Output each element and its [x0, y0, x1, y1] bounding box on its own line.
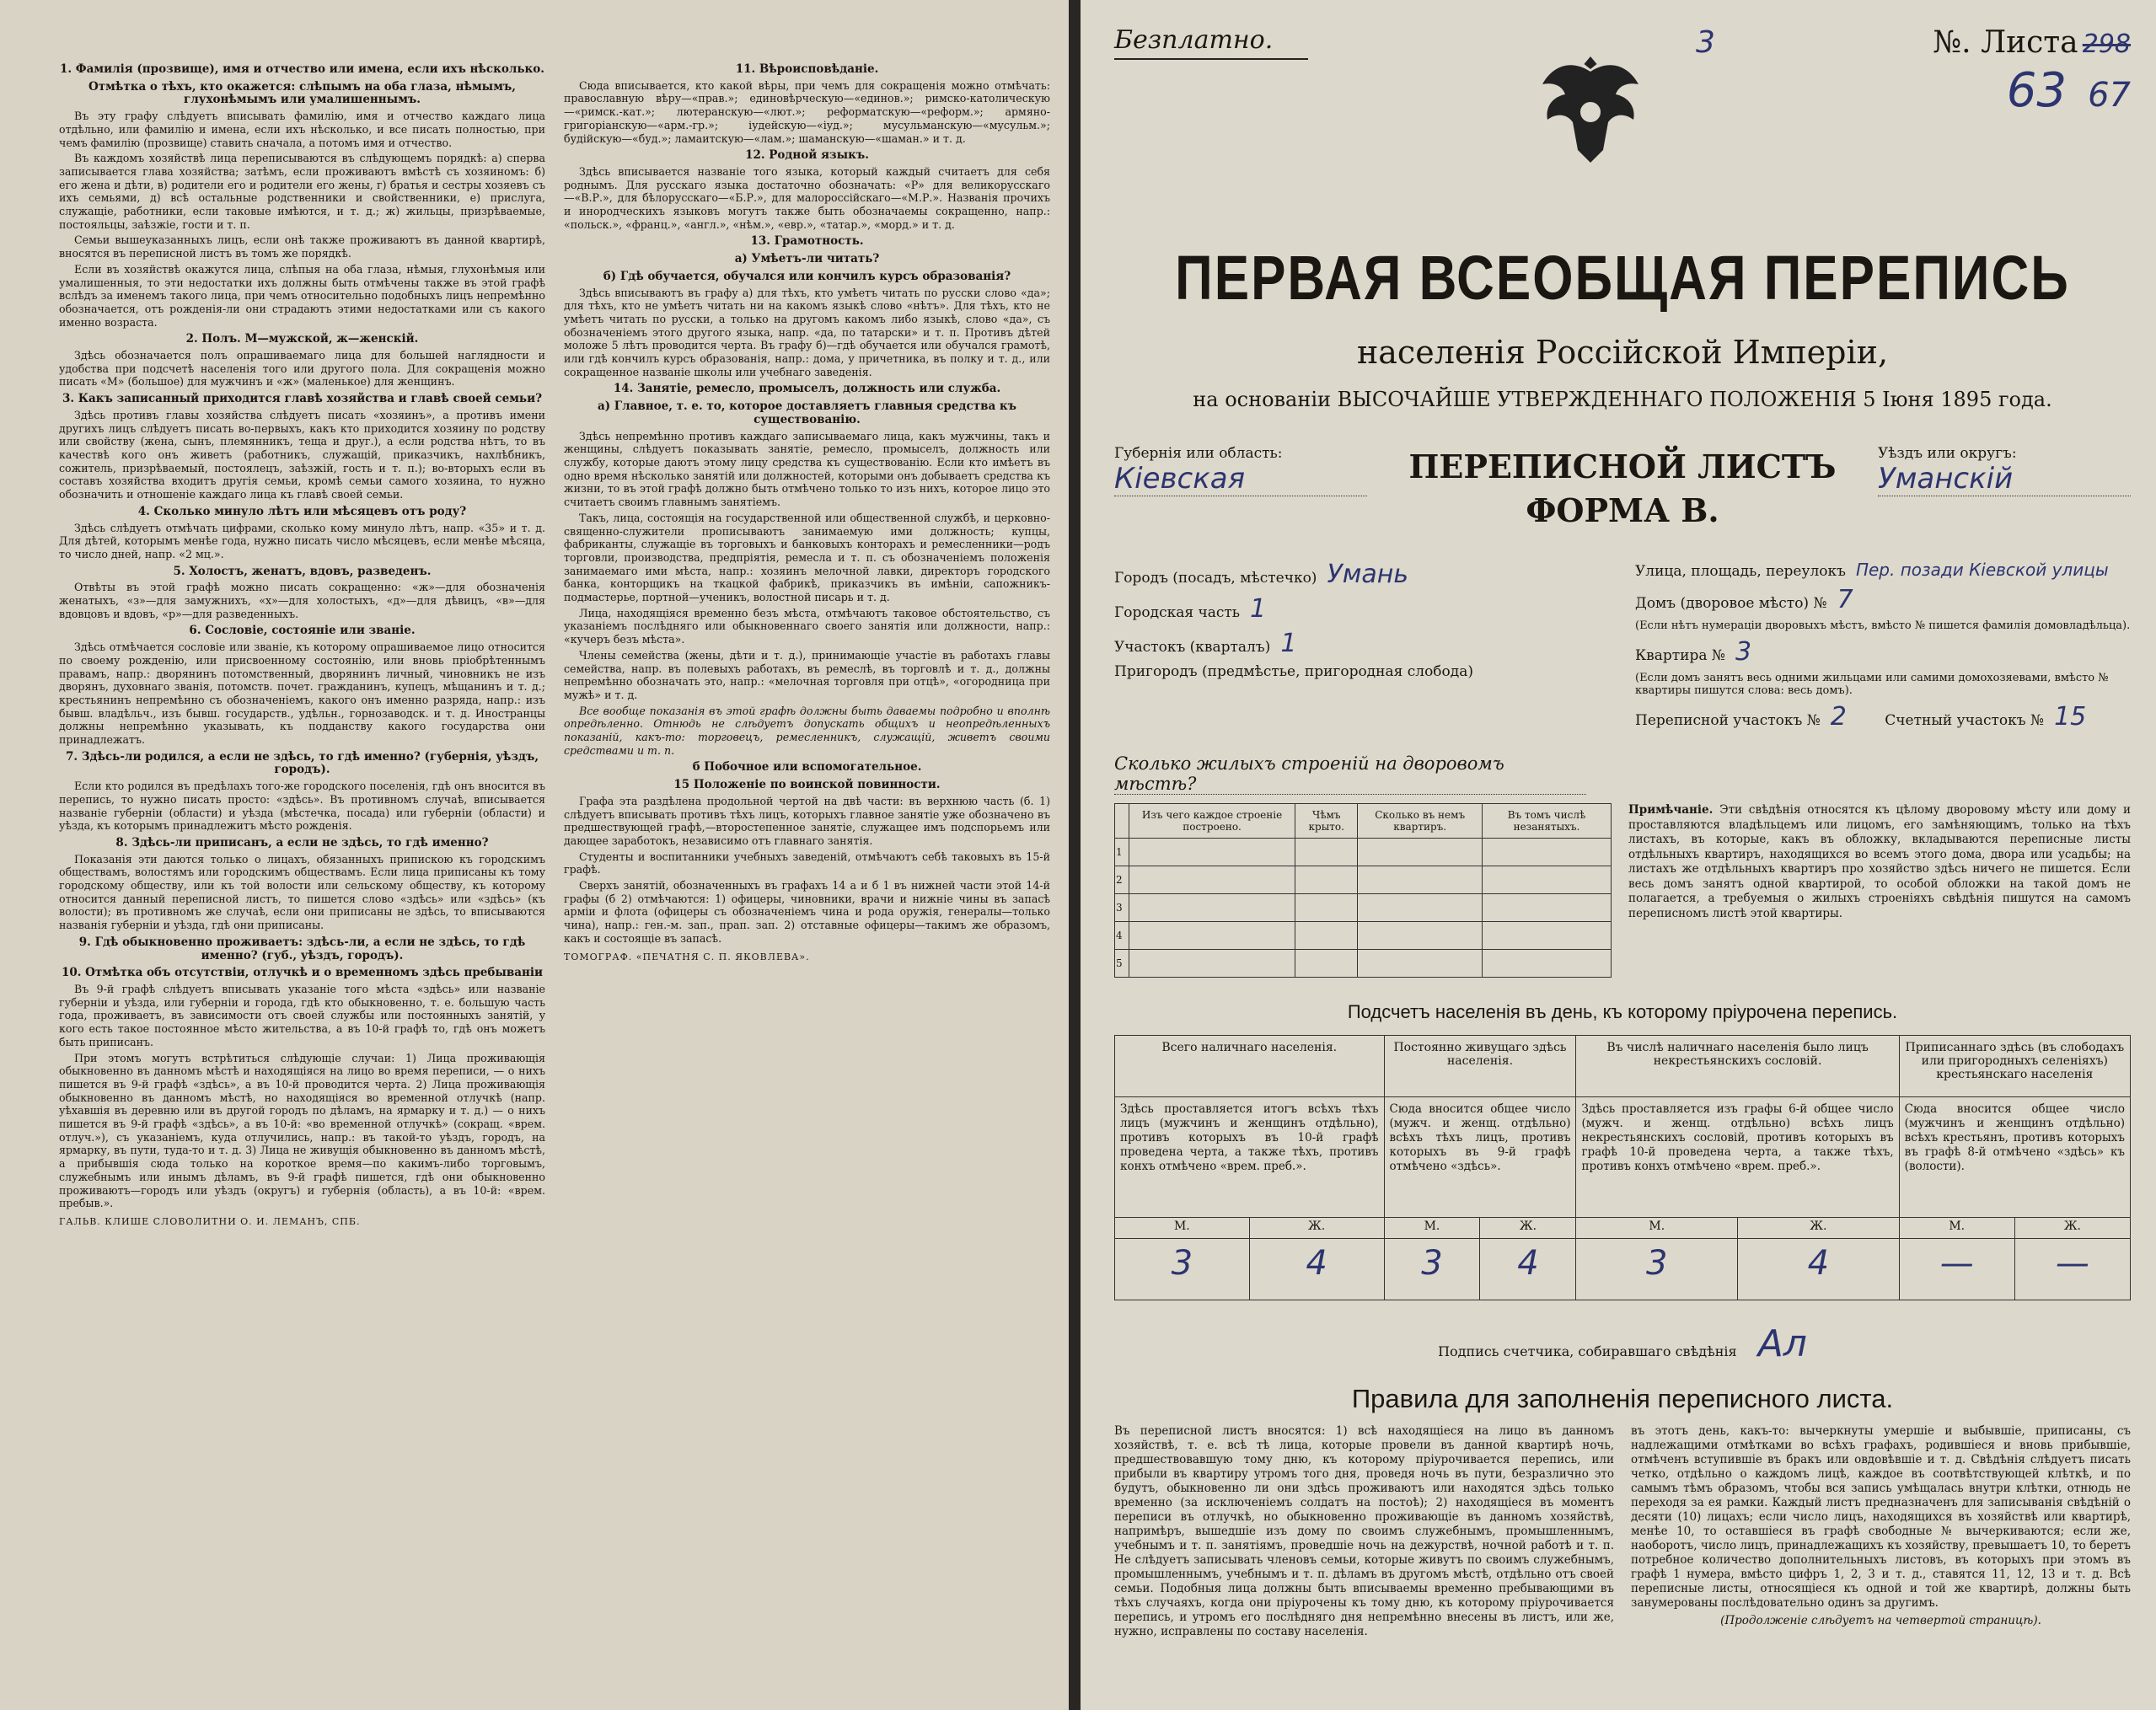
population-count-title: Подсчетъ населенія въ день, къ которому пріурочена перепись.: [1347, 1001, 1898, 1022]
item-7-heading: 7. Здѣсь-ли родился, а если не здѣсь, то гдѣ именно? (губернія, уѣздъ, городъ).: [65, 749, 539, 777]
buildings-question: Сколько жилыхъ строеній на дворовомъ мѣстѣ?: [1114, 753, 1586, 795]
kvartira-note: (Если домъ занятъ весь одними жильцами или самими домохозяевами, вмѣсто № квартиры пишутся слова: весь домъ).: [1635, 672, 2109, 697]
table-row: [1115, 950, 1612, 978]
field-label: Городская часть: [1114, 604, 1241, 621]
paragraph: Отвѣты въ этой графѣ можно писать сокращенно: «ж»—для обозначенія женатыхъ, «з»—для замужнихъ, «х»—для холостыхъ, «д»—для дѣвицъ, «в»—для вдовцовъ и вдовъ, «р»—для разведенныхъ.: [59, 581, 545, 620]
population-count-table: [1114, 1035, 2131, 1300]
row-number: 2: [1115, 866, 1129, 894]
form-title: [1409, 445, 1837, 555]
primechanie-note: [1628, 803, 2131, 978]
paragraph: Въ эту графу слѣдуетъ вписывать фамилію, имя и отчество каждаго лица отдѣльно, или фамилію и имена, если ихъ нѣсколько, и все писать полностью, при чемъ фамилію (прозвище) ставить сначала, а потомъ имя и отчество.: [59, 110, 545, 149]
sex-label: Ж.: [1738, 1218, 1900, 1239]
item-8-heading: 8. Здѣсь-ли приписанъ, а если не здѣсь, то гдѣ именно?: [115, 835, 489, 850]
paragraph: Сверхъ занятій, обозначенныхъ въ графахъ 14 а и б 1 въ нижней части этой 14-й графы (б 2) отмѣчаются: 1) офицеры, чиновники, врачи и нижніе чины въ запасѣ арміи и флота (офицеры съ обозначеніемъ чина и рода оружія, генералы—только чина), напр.: ген.-м. зап., прап. зап. 2) отставные офицеры—такимъ же образомъ, какъ и состоящіе въ запасѣ.: [564, 879, 1050, 945]
table-row: [1115, 839, 1612, 866]
item-14b-heading: б Побочное или вспомогательное.: [692, 760, 922, 775]
buildings-section: [1114, 803, 2131, 978]
handwritten-signature: Ал: [1757, 1322, 1807, 1365]
form-header: [1114, 445, 2131, 555]
item-1-heading: 1. Фамилія (прозвище), имя и отчество или имена, если ихъ нѣсколько.: [60, 62, 544, 76]
table-cell: Здѣсь проставляется изъ графы 6-й общее число (мужч. и женщ. отдѣльно) всѣхъ лицъ некрестьянскихъ сословій, противъ которыхъ въ графѣ 10-й проведена черта, а также тѣхъ, противъ конхъ отмѣчено «врем. преб.».: [1576, 1097, 1899, 1218]
census-subtitle: населенія Россійской Имперіи,: [1356, 334, 1889, 371]
item-14-heading: 14. Занятіе, ремесло, промыселъ, должность или служба.: [613, 382, 1001, 396]
paragraph: Такъ, лица, состоящія на государственной или общественной службѣ, и церковно-священно-служители прописываютъ занимаемую ими должность; купцы, фабриканты, служащіе въ торговыхъ и банковыхъ конторахъ и ремесленники—родъ торговли, производства, предпріятія, ремесла и т. п. съ обозначеніемъ положенія занимаемаго ими мѣста, напр.: хозяинъ мелочной лавки, директоръ городского банка, конторщикъ на ткацкой фабрикѣ, приказчикъ въ имѣніи, сапожникъ-подмастерье, портной—ученикъ, волостной писарь и т. д.: [564, 511, 1050, 604]
dom-row: [1635, 585, 2131, 614]
field-label: Счетный участокъ №: [1885, 712, 2045, 729]
handwritten-value: Умань: [1327, 560, 1409, 589]
rules-continuation: (Продолженіе слѣдуетъ на четвертой страницѣ).: [1720, 1614, 2041, 1627]
paragraph: Графа эта раздѣлена продольной чертой на двѣ части: въ верхнюю часть (б. 1) слѣдуетъ вписывать противъ тѣхъ лицъ, которыхъ главное занятіе уже обозначено въ предшествующей графѣ,—второстепенное занятіе, служащее имъ подспорьемъ или дающее заработокъ, независимо отъ главнаго занятія.: [564, 794, 1050, 847]
row-number: 5: [1115, 950, 1129, 978]
sex-label: Ж.: [1480, 1218, 1576, 1239]
paragraph: Показанія эти даются только о лицахъ, обязанныхъ припискою къ городскимъ обществамъ, волостямъ или городскимъ обществамъ. Если лица приписаны къ тому городскому обществу, или къ той волости или сельскому обществу, къ которому относится данный переписной листъ, то пишется слово «здѣсь» или «здѣсь» (къ волости); въ противномъ же случаѣ, если они приписаны не здѣсь, то вписываются названія губерніи и уѣзда, гдѣ они приписаны.: [59, 852, 545, 932]
item-11-heading: 11. Вѣроисповѣданіе.: [735, 62, 879, 76]
table-row: [1115, 894, 1612, 922]
gchast-row: [1114, 594, 1610, 624]
handwritten-value: 2: [1830, 702, 1847, 732]
table-header: Постоянно живущаго здѣсь населенія.: [1384, 1036, 1576, 1097]
top-line: [1114, 25, 2131, 152]
table-header: Сколько въ немъ квартиръ.: [1358, 804, 1483, 839]
handwritten-value: 1: [1250, 594, 1267, 624]
item-3-heading: 3. Какъ записанный приходится главѣ хозяйства и главѣ своей семьи?: [62, 392, 543, 406]
handwritten-value: 15: [2054, 702, 2087, 732]
item-13b-heading: б) Гдѣ обучается, обучался или кончилъ курсъ образованія?: [603, 269, 1011, 283]
table-header: Чѣмъ крыто.: [1295, 804, 1358, 839]
table-row: [1115, 1239, 2131, 1300]
table-row: [1115, 1218, 2131, 1239]
count-value: 4: [1738, 1239, 1900, 1300]
address-fields: [1114, 555, 2131, 737]
item-15-heading: 15 Положеніе по воинской повинности.: [673, 778, 941, 792]
handwritten-value: Пер. позади Кіевской улицы: [1855, 560, 2109, 580]
field-label: Пригородъ (предмѣстье, пригородная слобода): [1114, 663, 1474, 680]
census-subtitle-2: на основаніи ВЫСОЧАЙШЕ УТВЕРЖДЕННАГО ПОЛОЖЕНІЯ 5 Іюня 1895 года.: [1193, 388, 2052, 411]
paragraph: Студенты и воспитанники учебныхъ заведеній, отмѣчаютъ себѣ таковыхъ въ 15-й графѣ.: [564, 850, 1050, 876]
paragraph: Въ 9-й графѣ слѣдуетъ вписывать указаніе того мѣста «здѣсь» или названіе губерніи и уѣзда, или губерніи и города, гдѣ кто обыкновенно, т. е. большую часть года, проживаетъ, въ зависимости отъ своей службы или постоянныхъ занятій, у кого есть такое постоянное мѣсто жительства, а въ 10-й графѣ то, гдѣ онъ можетъ быть приписанъ.: [59, 983, 545, 1048]
count-value: 3: [1115, 1239, 1250, 1300]
buildings-table: [1114, 803, 1612, 978]
sex-label: М.: [1899, 1218, 2014, 1239]
table-row: [1115, 1097, 2131, 1218]
uchastok-row: [1114, 629, 1610, 658]
paragraph: Если въ хозяйствѣ окажутся лица, слѣпыя на оба глаза, нѣмыя, глухонѣмыя или умалишенныя, то эти недостатки ихъ должны быть отмѣчены также въ этой графѣ вслѣдъ за именемъ такого лица, при чемъ относительно подобныхъ лицъ непремѣнно обозначается, отъ рожденія-ли они страдаютъ этими недостатками или съ какого именно возраста.: [59, 262, 545, 329]
table-cell: Сюда вносится общее число (мужчинъ и женщинъ отдѣльно) всѣхъ крестьянъ, противъ которыхъ въ графѣ 8-й отмѣчено «здѣсь» къ (волости).: [1899, 1097, 2130, 1218]
sex-label: М.: [1115, 1218, 1250, 1239]
count-value: 4: [1480, 1239, 1576, 1300]
paragraph: Если кто родился въ предѣлахъ того-же городского поселенія, гдѣ онъ вносится въ перепись, то нужно писать просто: «здѣсь». Въ противномъ случаѣ, вписывается названіе губерніи (области) и уѣзда (мѣстечка, посада) или губерніи (области) и уѣзда, къ которымъ принадлежитъ мѣсто рожденія.: [59, 780, 545, 833]
count-value: 4: [1249, 1239, 1384, 1300]
free-label: Безплатно.: [1114, 25, 1308, 60]
handwritten-number: 3: [1696, 25, 1715, 60]
table-row: [1115, 866, 1612, 894]
sex-label: Ж.: [2014, 1218, 2130, 1239]
table-header: Изъ чего каждое строеніе построено.: [1129, 804, 1295, 839]
item-5-heading: 5. Холостъ, женатъ, вдовъ, разведенъ.: [173, 564, 432, 578]
right-page: [1081, 0, 2156, 1710]
item-4-heading: 4. Сколько минуло лѣтъ или мѣсяцевъ отъ роду?: [137, 504, 467, 518]
row-number: 3: [1115, 894, 1129, 922]
sheet-number-handwritten: 298: [2082, 29, 2131, 59]
sex-label: М.: [1576, 1218, 1738, 1239]
table-row: [1115, 922, 1612, 950]
sex-label: М.: [1384, 1218, 1480, 1239]
field-label: Подпись счетчика, собиравшаго свѣдѣнія: [1438, 1343, 1737, 1359]
rules-title: Правила для заполненія переписного листа.: [1351, 1384, 1894, 1413]
paragraph: Члены семейства (жены, дѣти и т. д.), принимающіе участіе въ работахъ главы семейства, напр. въ полевыхъ работахъ, въ ремеслѣ, въ торговлѣ и т. д., должны непремѣнно обозначать это, напр.: «мелочная торговля при отцѣ», «огородница при мужѣ» и т. д.: [564, 648, 1050, 701]
field-label: Губернія или область:: [1114, 445, 1283, 462]
sheet-number-handwritten: 67: [2088, 76, 2131, 115]
left-column-2: [564, 59, 1050, 1694]
kvartira-row: [1635, 637, 2131, 667]
paragraph: Все вообще показанія въ этой графѣ должны быть даваемы подробно и вполнѣ опредѣленно. Отнюдь не слѣдуетъ допускать общихъ и неопредѣленныхъ показаній, какъ-то: торговецъ, ремесленникъ, служащій, живетъ своими средствами и т. п.: [564, 704, 1050, 757]
count-value: 3: [1384, 1239, 1480, 1300]
paragraph: Семьи вышеуказанныхъ лицъ, если онѣ также проживаютъ въ данной квартирѣ, вносятся въ переписной листъ въ томъ же порядкѣ.: [59, 233, 545, 260]
handwritten-value: 3: [1735, 637, 1752, 667]
handwritten-value: Уманскій: [1878, 462, 2131, 496]
paragraph: При этомъ могутъ встрѣтиться слѣдующіе случаи: 1) Лица проживающія обыкновенно въ данномъ мѣстѣ и находящіяся на лицо во время переписи, — о нихъ пишется въ 9-й графѣ «здѣсь», а въ 10-й проводится черта. 2) Лица проживающія обыкновенно въ данномъ мѣстѣ, но находящіяся во временной отлучкѣ (напр. уѣхавшія въ деревню или въ другой городъ по дѣламъ, на ярмарку и т. д.) — о нихъ пишется въ 9-й графѣ «здѣсь», а въ 10-й: «во временной отлучкѣ» (сокращ. «врем. отлуч.»), съ указаніемъ, куда отлучились, напр.: въ такой-то уѣздъ, городъ, на ярмарку, въ пути, туда-то и т. д. 3) Лица не живущія обыкновенно въ данномъ мѣстѣ, а прибывшія сюда только на короткое время—по какимъ-либо торговымъ, служебнымъ или инымъ дѣламъ, въ 9-й графѣ пишется, гдѣ они обыкновенно проживаютъ—городъ или уѣздъ (округъ) и губернія (область), а въ 10-й: «врем. пребыв.».: [59, 1051, 545, 1210]
handwritten-value: 7: [1837, 585, 1853, 614]
rules-column-2: [1631, 1424, 2131, 1639]
count-value: —: [1899, 1239, 2014, 1300]
paragraph: Лица, находящіяся временно безъ мѣста, отмѣчаютъ таковое обстоятельство, съ указаніемъ послѣдняго или обыкновеннаго своего занятія или должности, напр.: «кучеръ безъ мѣста».: [564, 606, 1050, 646]
left-page: [0, 0, 1069, 1710]
count-value: —: [2014, 1239, 2130, 1300]
table-header: Въ числѣ наличнаго населенія было лицъ некрестьянскихъ сословій.: [1576, 1036, 1899, 1097]
row-number: 4: [1115, 922, 1129, 950]
paragraph: Сюда вписывается, кто какой вѣры, при чемъ для сокращенія можно отмѣчать: православную вѣру—«прав.»; единовѣрческую—«единов.»; римско-католическую—«римск.-кат.»; лютеранскую—«лют.»; реформатскую—«реформ.»; армяно-григоріанскую—«арм.-гр.»; іудейскую—«іуд.»; мусульманскую—«мусульм.»; будійскую—«буд.»; ламаитскую—«лам.»; шаманскую—«шаман.» и т. д.: [564, 78, 1050, 145]
item-10-heading: 10. Отмѣтка объ отсутствіи, отлучкѣ и о временномъ здѣсь пребываніи: [61, 966, 544, 980]
table-header: Всего наличнаго населенія.: [1115, 1036, 1385, 1097]
form-title-line-2: ФОРМА В.: [1526, 491, 1719, 529]
dom-note: (Если нѣтъ нумераціи дворовыхъ мѣстъ, вмѣсто № пишется фамилія домовладѣльца).: [1635, 619, 2131, 632]
item-13a-heading: а) Умѣетъ-ли читать?: [734, 252, 880, 266]
field-label: Уѣздъ или округъ:: [1878, 445, 2017, 462]
paragraph: Здѣсь слѣдуетъ отмѣчать цифрами, сколько кому минуло лѣтъ, напр. «35» и т. д. Для дѣтей, которымъ менѣе года, нужно писать число мѣсяцевъ, если менѣе мѣсяца, то число дней, напр. «2 мц.».: [59, 521, 545, 560]
sex-label: Ж.: [1249, 1218, 1384, 1239]
uezd-field: [1878, 445, 2131, 555]
double-headed-eagle-icon: [1527, 46, 1654, 173]
item-2-heading: 2. Полъ. М—мужской, ж—женскій.: [185, 332, 419, 346]
item-13-heading: 13. Грамотность.: [750, 234, 864, 249]
uchastki-row: [1635, 702, 2131, 732]
handwritten-value: 1: [1280, 629, 1297, 658]
rules-text: въ этотъ день, какъ-то: вычеркнуты умершіе и выбывшіе, приписаны, съ надлежащими отмѣтками во всѣхъ графахъ, родившіеся и вновь прибывшіе, отмѣченъ вступившіе въ бракъ или овдовѣвшіе и т. д. Свѣдѣнія слѣдуетъ писать четко, отдѣльно о каждомъ лицѣ, каждое въ соотвѣтствующей клѣткѣ, и по самымъ тѣмъ образомъ, чтобы вся запись умѣщалась внутри клѣтки, отнюдь не переходя за ея рамки. Каждый листъ предназначенъ для записыванія свѣдѣній о десяти (10) лицахъ; если число лицъ, находящихся въ хозяйствѣ или квартирѣ, менѣе 10, то оставшіеся въ графѣ свободные № вычеркиваются; если же, наоборотъ, число лицъ, принадлежащихъ къ хозяйству, превышаетъ 10, то беретъ потребное количество дополнительныхъ листовъ, въ которыхъ при этомъ въ графѣ 1 нумера, вмѣсто цифръ 1, 2, 3 и т. д., ставятся 11, 12, 13 и т. д. Всѣ переписные листы, относящіеся къ одной и той же квартирѣ, должны быть занумерованы послѣдовательно одинъ за другимъ.: [1631, 1424, 2131, 1610]
item-14a-heading: а) Главное, т. е. то, которое доставляетъ главныя средства къ существованію.: [597, 399, 1017, 426]
row-number: 1: [1115, 839, 1129, 866]
field-label: Городъ (посадъ, мѣстечко): [1114, 570, 1317, 587]
field-label: Квартира №: [1635, 647, 1725, 664]
table-cell: Здѣсь проставляется итогъ всѣхъ тѣхъ лицъ (мужчинъ и женщинъ отдѣльно), противъ которыхъ въ 10-й графѣ проведена черта, а также тѣхъ, противъ конхъ отмѣчено «врем. преб.».: [1115, 1097, 1385, 1218]
prigorod-row: [1114, 663, 1610, 680]
paragraph: Здѣсь вписываютъ въ графу а) для тѣхъ, кто умѣетъ читать по русски слово «да»; для тѣхъ, кто не умѣетъ читать ни на какомъ языкѣ слово «нѣтъ». Для тѣхъ, кто не умѣетъ читать по русски, а только на другомъ какомъ либо языкѣ, слово «да», съ обозначеніемъ этого другого языка, напр. «да, по татарски» и т. п. Противъ дѣтей моложе 5 лѣтъ проводится черта. Въ графу б)—гдѣ обучается или обучался грамотѣ, или гдѣ кончилъ курсъ образованія, напр.: дома, у причетника, въ полку и т. д., или сокращенное названіе школы или учебнаго заведенія.: [564, 286, 1050, 378]
table-header: Приписаннаго здѣсь (въ слободахъ или пригородныхъ селеніяхъ) крестьянскаго населенія: [1899, 1036, 2130, 1097]
item-12-heading: 12. Родной языкъ.: [745, 148, 869, 163]
enumerator-signature-row: [1114, 1322, 2131, 1365]
table-cell: Сюда вносится общее число (мужч. и женщ. отдѣльно) всѣхъ тѣхъ лицъ, противъ которыхъ въ 9-й графѣ отмѣчено «здѣсь».: [1384, 1097, 1576, 1218]
form-title-line-1: ПЕРЕПИСНОЙ ЛИСТЪ: [1408, 448, 1837, 485]
item-6-heading: 6. Сословіе, состояніе или званіе.: [189, 624, 416, 638]
sheet-number-label: №. Листа: [1933, 25, 2078, 60]
table-header: Въ томъ числѣ незанятыхъ.: [1482, 804, 1611, 839]
note-text: Эти свѣдѣнія относятся къ цѣлому дворовому мѣсту или дому и проставляются владѣльцемъ или лицомъ, его замѣняющимъ, только на тѣхъ листахъ, въ которые, какъ въ обложку, вкладываются переписные листы отдѣльныхъ квартиръ, находящихся во всемъ этого дома, двора или усадьбы; на листахъ же отдѣльныхъ квартиръ про хозяйство здѣсь ничего не пишется. Если весь домъ занятъ одной квартирой, то особой обложки на такой домъ не полагается, а требуемыя о жилыхъ строеніяхъ свѣдѣнія пишутся на самомъ переписномъ листѣ этой квартиры.: [1628, 803, 2131, 920]
left-column-1: [59, 59, 545, 1694]
gorod-row: [1114, 560, 1610, 589]
rules-text: [1114, 1424, 2131, 1639]
paragraph: Въ каждомъ хозяйствѣ лица переписываются въ слѣдующемъ порядкѣ: а) сперва записывается глава хозяйства; затѣмъ, если проживаютъ вмѣстѣ съ хозяиномъ: б) его жена и дѣти, в) родители его и родители его жены, г) братья и сестры хозяевъ съ ихъ семьями, д) всѣ остальные родственники и свойственники, е) прислуга, служащіе, работники, если таковые имѣются, и т. д.; ж) жильцы, призрѣваемые, постояльцы, заѣзжіе, гости и т. п.: [59, 152, 545, 231]
field-label: Переписной участокъ №: [1635, 712, 1821, 729]
item-9-heading: 9. Гдѣ обыкновенно проживаетъ: здѣсь-ли, а если не здѣсь, то гдѣ именно? (губ., уѣздъ, городъ).: [78, 935, 526, 962]
paragraph: Здѣсь обозначается полъ опрашиваемаго лица для большей наглядности и удобства при подсчетѣ населенія того или другого пола. Для сокращенія можно писать «М» (большое) для мужчинъ и «ж» (маленькое) для женщинъ.: [59, 349, 545, 389]
field-label: Участокъ (кварталъ): [1114, 639, 1271, 656]
sheet-number-handwritten: 63: [2006, 63, 2067, 118]
ulitsa-row: [1635, 560, 2131, 580]
printer-imprint: ГАЛЬВ. КЛИШЕ СЛОВОЛИТНИ О. И. ЛЕМАНЪ, СПБ.: [59, 1215, 361, 1227]
paragraph: Здѣсь противъ главы хозяйства слѣдуетъ писать «хозяинъ», а противъ имени другихъ лицъ слѣдуетъ писать во-первыхъ, какъ кто приходится хозяину по родству или свойству (жена, сынъ, племянникъ, теща и друг.), а если родства нѣтъ, то въ качествѣ кого онъ живетъ (работникъ, служащій, приказчикъ, нахлѣбникъ, сожитель, призрѣваемый, постоялецъ, заѣзжій, гость и т. п.); во-вторыхъ если въ составъ хозяйства входитъ другія семьи, кромѣ семьи самого хозяина, то нужно обозначить и отношеніе каждаго лица къ главѣ своей семьи.: [59, 408, 545, 501]
handwritten-value: Кіевская: [1114, 462, 1367, 496]
paragraph: Здѣсь непремѣнно противъ каждаго записываемаго лица, какъ мужчины, такъ и женщины, слѣдуетъ показывать занятіе, ремесло, промыселъ, должность или службу, которые даютъ этому лицу средства къ существованію. Если кто имѣетъ въ одно время нѣсколько занятій или должностей, которыми онъ добываетъ средства къ жизни, то въ этой графѣ должно быть отмѣчено только то изъ нихъ, которое лицо это считаетъ своимъ главнымъ занятіемъ.: [564, 429, 1050, 509]
paragraph: Здѣсь вписывается названіе того языка, который каждый считаетъ для себя роднымъ. Для русскаго языка достаточно обозначать: «Р» для великорусскаго—«В.Р.», для бѣлорусскаго—«Б.Р.», для малороссійскаго—«М.Р.». Названія прочихъ и инородческихъ языковъ могутъ также быть обозначаемы сокращенно, напр.: «польск.», «франц.», «англ.», «нѣм.», «евр.», «татар.», «морд.» и т. д.: [564, 164, 1050, 231]
count-value: 3: [1576, 1239, 1738, 1300]
rules-column-1: Въ переписной листъ вносятся: 1) всѣ находящіеся на лицо въ данномъ хозяйствѣ, т. е. всѣ тѣ лица, которые провели въ данной квартирѣ ночь, предшествовавшую тому дню, къ которому пріурочивается перепись, или прибыли въ квартиру утромъ того дня, проведя ночь въ пути, безразлично это будутъ, обыкновенно ли они здѣсь проживаютъ или находятся здѣсь только временно (за исключеніемъ солдатъ на постоѣ); 2) находящіеся въ моментъ переписи въ отлучкѣ, но обыкновенно проживающіе въ данномъ хозяйствѣ, напримѣръ, вышедшіе изъ дому по своимъ служебнымъ, промышленнымъ, учебнымъ и т. п. занятіямъ, проведшіе ночь на дежурствѣ, ночной работѣ и т. п. Не слѣдуетъ записывать членовъ семьи, которые живутъ по своимъ служебнымъ, промышленнымъ, учебнымъ и т. п. дѣламъ въ другомъ мѣстѣ, отдѣльно отъ своей семьи. Подобныя лица должны быть вписываемы временно пребывающими въ тѣхъ случаяхъ, когда они пріурочены къ тому дню, къ которому пріурочивается перепись, и утромъ его послѣдняго дня непремѣнно внесены въ листъ, или же, нужно, исправлены по составу населенія.: [1114, 1424, 1614, 1638]
paragraph: Здѣсь отмѣчается сословіе или званіе, къ которому опрашиваемое лицо относится по своему рожденію, или присвоенному состоянію, или вновь пріобрѣтеннымъ правамъ, напр.: дворянинъ потомственный, дворянинъ личный, чиновникъ не изъ дворянъ, духовнаго званія, потомств. почет. гражданинъ, купецъ, мѣщанинъ и т. д.; крестьянинъ непремѣнно съ обозначеніемъ, какого онъ именно разряда, напр.: изъ бывш. владѣльч., изъ бывш. государств., удѣльн., горнозаводск. и т. д. Иностранцы должны непремѣнно указывать, къ подданству какого государства они принадлежатъ.: [59, 641, 545, 747]
field-label: Домъ (дворовое мѣсто) №: [1635, 595, 1827, 612]
item-1b-heading: Отмѣтка о тѣхъ, кто окажется: слѣпымъ на оба глаза, нѣмымъ, глухонѣмымъ или умалишеннымъ.: [88, 79, 516, 107]
census-title: ПЕРВАЯ ВСЕОБЩАЯ ПЕРЕПИСЬ: [1175, 244, 2070, 314]
field-label: Улица, площадь, переулокъ: [1635, 563, 1846, 580]
gubernia-field: [1114, 445, 1367, 555]
note-label: Примѣчаніе.: [1628, 803, 1714, 817]
printer-imprint: ТОМОГРАФ. «ПЕЧАТНЯ С. П. ЯКОВЛЕВА».: [564, 951, 810, 962]
